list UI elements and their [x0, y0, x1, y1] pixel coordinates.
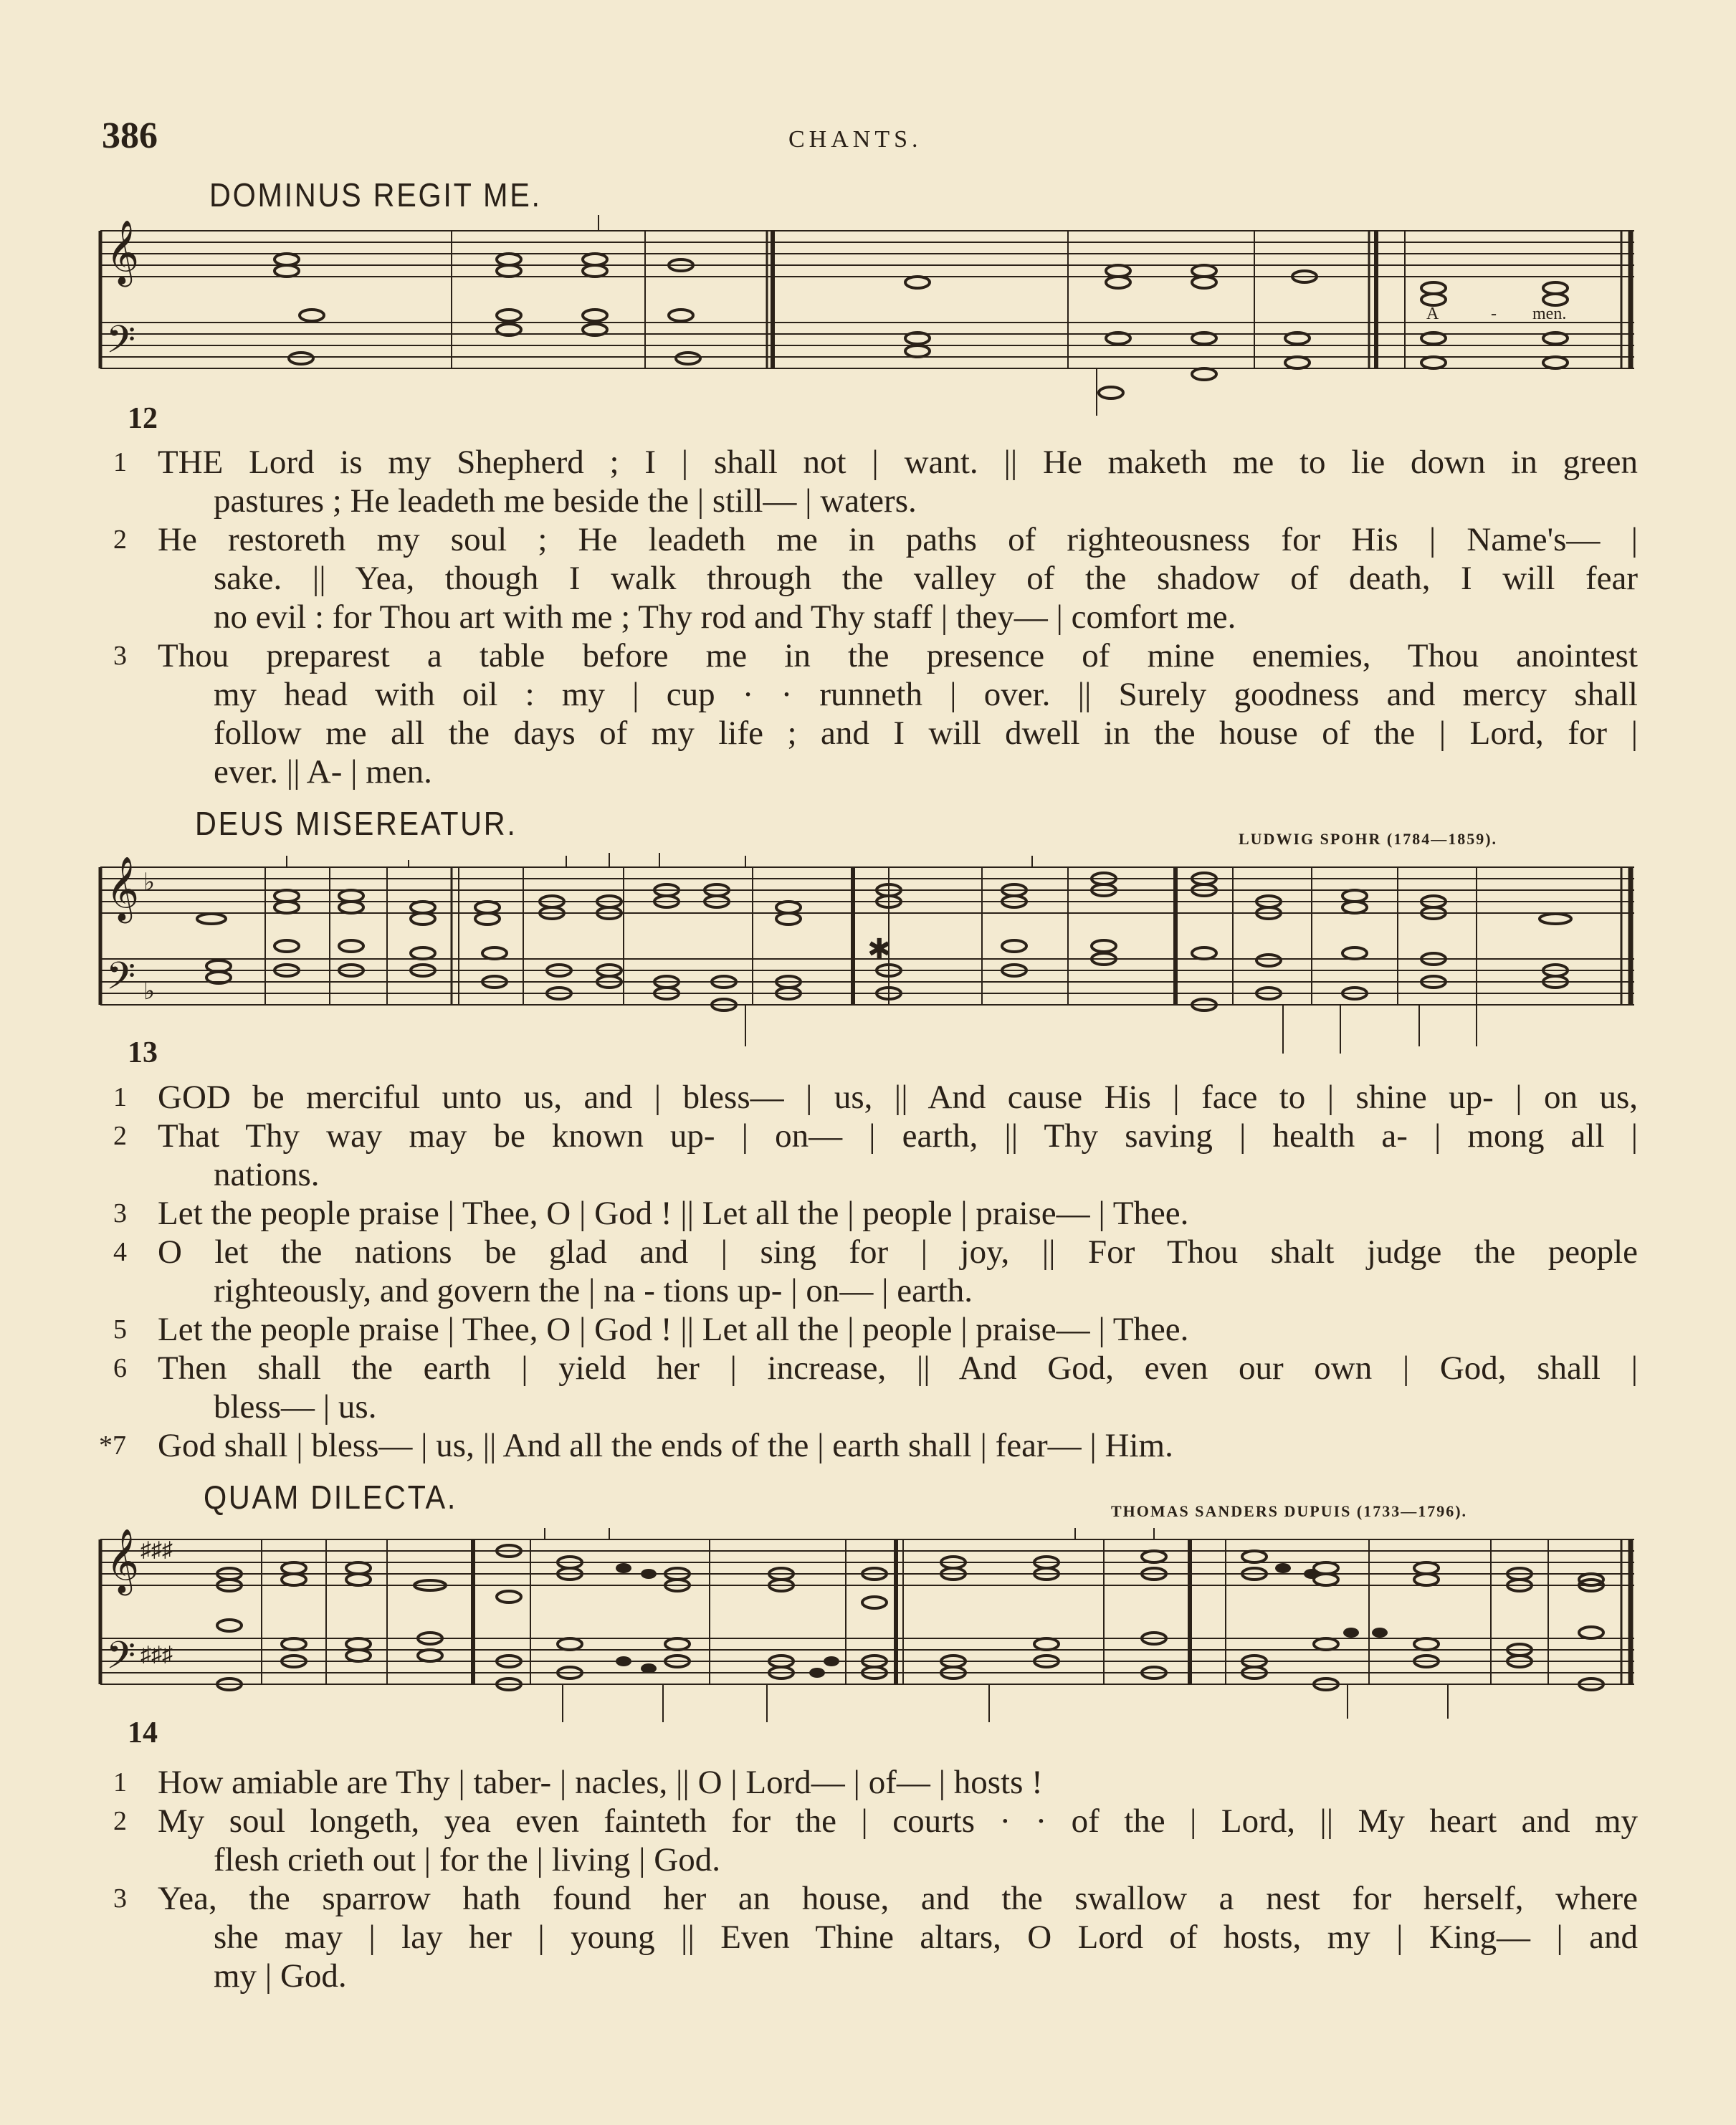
verse: [115, 636, 1638, 791]
verse-line: follow me all the days of my life ; and I will dwell in the house of the | Lord, for |: [214, 715, 1638, 752]
verse-line: He restoreth my soul ; He leadeth me in paths of righteousness for His | Name's— |: [158, 521, 1638, 558]
verse-line: bless— | us.: [214, 1388, 377, 1426]
verse-line: GOD be merciful unto us, and | bless— | us, || And cause His | face to | shine up- | on us,: [158, 1079, 1638, 1116]
verses-13: [99, 1078, 1638, 1465]
svg-text:𝄞: 𝄞: [106, 1529, 140, 1593]
verse: [115, 1078, 1638, 1117]
verse-line: flesh crieth out | for the | living | God.: [214, 1841, 720, 1878]
running-head: CHANTS.: [788, 126, 922, 153]
verse-number: *7: [99, 1431, 126, 1461]
verses-14: [115, 1763, 1638, 1995]
amen-syllable: -: [1491, 305, 1497, 323]
svg-text:♭: ♭: [143, 869, 156, 896]
verse: [115, 520, 1638, 636]
page-number: 386: [102, 115, 158, 156]
verse-line: Yea, the sparrow hath found her an house, and the swallow a nest for herself, where: [158, 1880, 1638, 1917]
music-score-12: [93, 215, 1641, 423]
verses-12: [115, 443, 1638, 791]
verse-number: 4: [113, 1237, 127, 1267]
verse: [115, 1802, 1638, 1879]
verse-line: Let the people praise | Thee, O | God ! || Let all the | people | praise— | Thee.: [158, 1311, 1189, 1348]
chant-number-14: 14: [128, 1716, 158, 1749]
verse-line: my | God.: [214, 1957, 347, 1995]
verse-line: How amiable are Thy | taber- | nacles, || O | Lord— | of— | hosts !: [158, 1764, 1043, 1801]
verse-line: Thou preparest a table before me in the presence of mine enemies, Thou anointest: [158, 637, 1638, 674]
composer-14: THOMAS SANDERS DUPUIS (1733—1796).: [1111, 1502, 1468, 1520]
verse-number: 2: [113, 1806, 127, 1836]
svg-text:𝄢: 𝄢: [106, 1634, 136, 1687]
svg-text:𝄞: 𝄞: [106, 220, 140, 285]
verse-line: THE Lord is my Shepherd ; I | shall not | want. || He maketh me to lie down in green: [158, 444, 1638, 481]
verse-line: no evil : for Thou art with me ; Thy rod and Thy staff | they— | comfort me.: [214, 598, 1236, 636]
svg-text:𝄢: 𝄢: [106, 955, 136, 1008]
music-score-14: [93, 1518, 1641, 1733]
verse-number: 5: [113, 1314, 127, 1345]
chant-number-13: 13: [128, 1036, 158, 1069]
verse: [115, 1310, 1638, 1349]
verse: [115, 1194, 1638, 1233]
music-score-13: [93, 846, 1641, 1061]
verse-line: pastures ; He leadeth me beside the | still— | waters.: [214, 482, 917, 520]
verse-number: 3: [113, 641, 127, 671]
verse-line: my head with oil : my | cup · · runneth | over. || Surely goodness and mercy shall: [214, 676, 1638, 713]
svg-text:♯♯♯: ♯♯♯: [140, 1538, 173, 1562]
verse-line: My soul longeth, yea even fainteth for the | courts · · of the | Lord, || My heart and my: [158, 1802, 1638, 1840]
svg-text:𝄞: 𝄞: [106, 856, 140, 921]
chant-title-12: DOMINUS REGIT ME.: [209, 176, 542, 214]
verse-line: nations.: [214, 1156, 320, 1193]
verse: [115, 1879, 1638, 1995]
verse-number: 3: [113, 1883, 127, 1914]
verse-line: sake. || Yea, though I walk through the valley of the shadow of death, I will fear: [214, 560, 1638, 597]
amen-syllable: men.: [1532, 305, 1567, 323]
verse-number: 6: [113, 1353, 127, 1383]
svg-text:♭: ♭: [143, 978, 156, 1005]
svg-text:𝄢: 𝄢: [106, 318, 136, 371]
verse-line: righteously, and govern the | na - tions up- | on— | earth.: [214, 1272, 973, 1309]
verse: [115, 1117, 1638, 1194]
verse: [99, 1426, 1638, 1465]
verse-line: O let the nations be glad and | sing for | joy, || For Thou shalt judge the people: [158, 1233, 1638, 1271]
verse: [115, 1233, 1638, 1310]
composer-13: LUDWIG SPOHR (1784—1859).: [1239, 830, 1498, 848]
verse-number: 1: [113, 1082, 127, 1112]
verse-number: 2: [113, 525, 127, 555]
svg-text:✱: ✱: [867, 933, 892, 965]
verse-number: 1: [113, 1767, 127, 1797]
verse-line: Let the people praise | Thee, O | God ! || Let all the | people | praise— | Thee.: [158, 1195, 1189, 1232]
verse-line: ever. || A- | men.: [214, 753, 432, 791]
svg-text:♯♯♯: ♯♯♯: [140, 1643, 173, 1666]
verse-number: 3: [113, 1198, 127, 1228]
verse-line: she may | lay her | young || Even Thine altars, O Lord of hosts, my | King— | and: [214, 1919, 1638, 1956]
verse-line: Then shall the earth | yield her | increase, || And God, even our own | God, shall |: [158, 1350, 1638, 1387]
verse-line: That Thy way may be known up- | on— | earth, || Thy saving | health a- | mong all |: [158, 1117, 1638, 1155]
amen-syllable: A: [1426, 305, 1439, 323]
verse: [115, 443, 1638, 520]
verse-number: 1: [113, 447, 127, 477]
verse-number: 2: [113, 1121, 127, 1151]
verse: [115, 1763, 1638, 1802]
chant-title-13: DEUS MISEREATUR.: [195, 805, 518, 842]
chant-number-12: 12: [128, 402, 158, 435]
verse: [115, 1349, 1638, 1426]
verse-line: God shall | bless— | us, || And all the ends of the | earth shall | fear— | Him.: [158, 1427, 1173, 1464]
chant-title-14: QUAM DILECTA.: [204, 1479, 458, 1516]
